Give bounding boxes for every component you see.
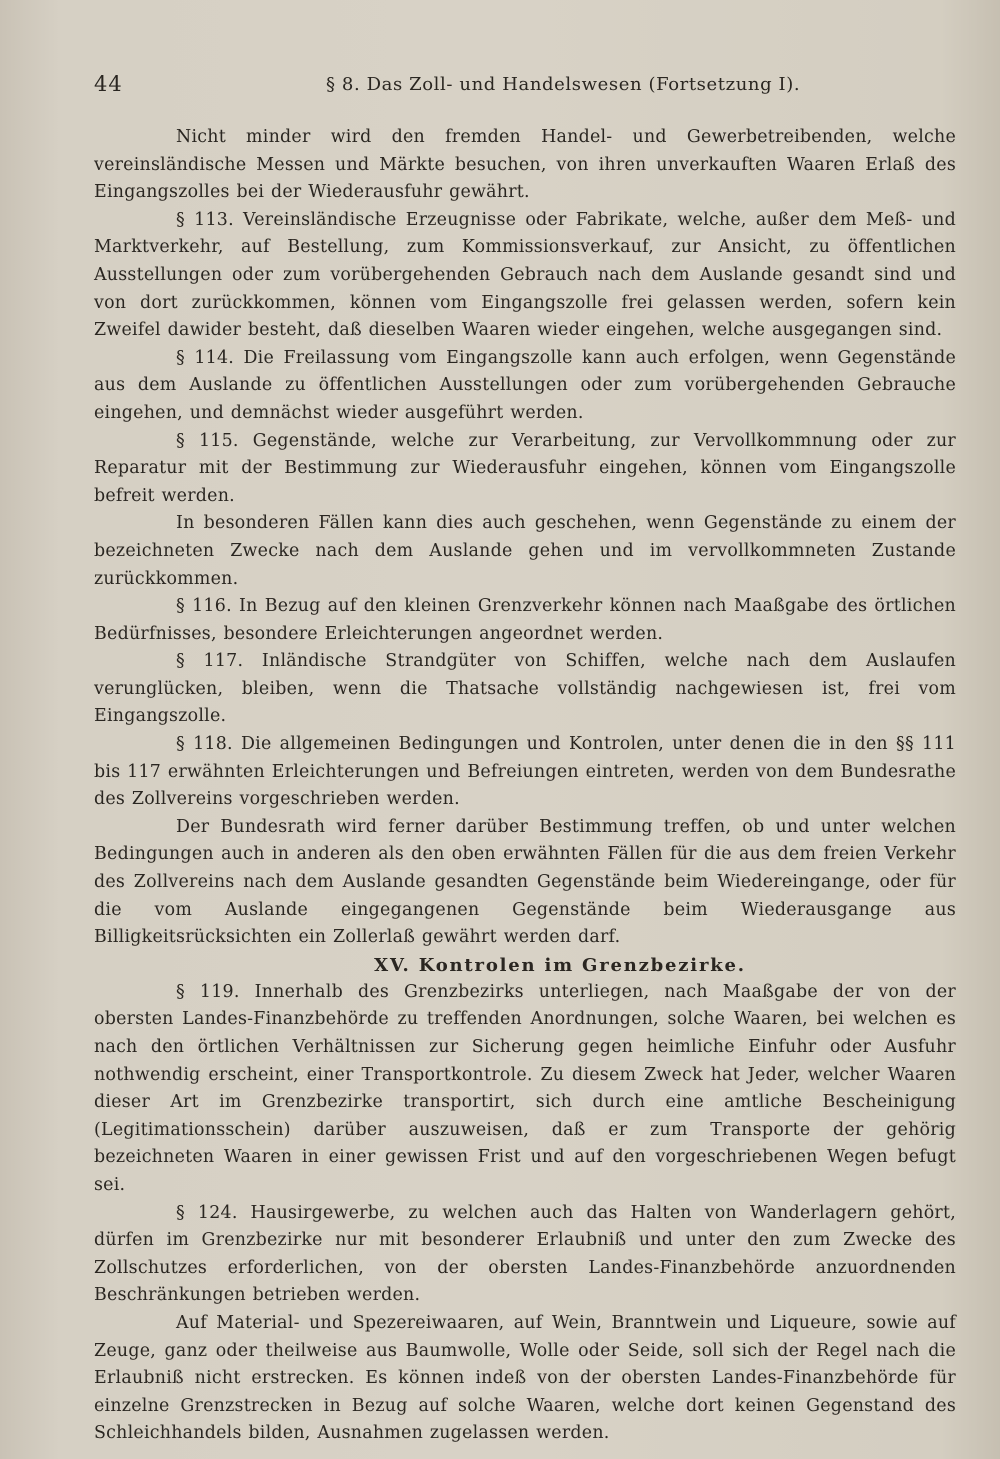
paragraph-section-118-cont: Der Bundesrath wird ferner darüber Bestimmung treffen, ob und unter welchen Bedingungen auch in anderen als den oben erwähnten Fällen für die aus dem freien Verkehr des Zollvereins nach dem Auslande gesandten Gegenstände beim Wiedereingange, oder für die vom Auslande eingegangenen Gegenstände beim Wiederausgange aus Billigkeitsrücksichten ein Zollerlaß gewährt werden darf. (94, 816, 956, 948)
paragraph-section-119: § 119. Innerhalb des Grenzbezirks unterliegen, nach Maaßgabe der von der obersten Landes-Finanzbehörde zu treffenden Anordnungen, solche Waaren, bei welchen es nach den örtlichen Verhältnissen zur Sicherung gegen heimliche Einfuhr oder Ausfuhr nothwendig erscheint, einer Transportkontrole. Zu diesem Zweck hat Jeder, welcher Waaren dieser Art im Grenzbezirke transportirt, sich durch eine amtliche Bescheinigung (Legitimationsschein) darüber auszuweisen, daß er zum Transporte der gehörig bezeichneten Waaren in einer gewissen Frist und auf den vorgeschriebenen Wegen befugt sei. (94, 981, 956, 1195)
paragraph-section-113: § 113. Vereinsländische Erzeugnisse oder Fabrikate, welche, außer dem Meß- und Marktverkehr, auf Bestellung, zum Kommissionsverkauf, zur Ansicht, zu öffentlichen Ausstellungen oder zum vorübergehenden Gebrauch nach dem Auslande gesandt sind und von dort zurückkommen, können vom Eingangszolle frei gelassen werden, sofern kein Zweifel dawider besteht, daß dieselben Waaren wieder eingehen, welche ausgegangen sind. (94, 209, 956, 341)
page-body (94, 124, 956, 1448)
section-heading: XV. Kontrolen im Grenzbezirke. (374, 954, 746, 976)
paragraph-intro: Nicht minder wird den fremden Handel- und Gewerbetreibenden, welche vereinsländische Messen und Märkte besuchen, von ihren unverkauften Waaren Erlaß des Eingangszolles bei der Wiederausfuhr gewährt. (94, 127, 956, 203)
paragraph-section-118: § 118. Die allgemeinen Bedingungen und Kontrolen, unter denen die in den §§ 111 bis 117 erwähnten Erleichterungen und Befreiungen eintreten, werden von dem Bundesrathe des Zollvereins vorgeschrieben werden. (94, 734, 956, 810)
paragraph-section-116: § 116. In Bezug auf den kleinen Grenzverkehr können nach Maaßgabe des örtlichen Bedürfnisses, besondere Erleichterungen angeordnet werden. (94, 596, 956, 644)
paragraph-section-115-cont: In besonderen Fällen kann dies auch geschehen, wenn Gegenstände zu einem der bezeichneten Zwecke nach dem Auslande gehen und im vervollkommneten Zustande zurückkommen. (94, 513, 956, 589)
paragraph-section-124: § 124. Hausirgewerbe, zu welchen auch das Halten von Wanderlagern gehört, dürfen im Grenzbezirke nur mit besonderer Erlaubniß und unter den zum Zwecke des Zollschutzes erforderlichen, von der obersten Landes-Finanzbehörde anzuordnenden Beschränkungen betrieben werden. (94, 1202, 956, 1306)
paragraph-section-114: § 114. Die Freilassung vom Eingangszolle kann auch erfolgen, wenn Gegenstände aus dem Auslande zu öffentlichen Ausstellungen oder zum vorübergehenden Gebrauche eingehen, und demnächst wieder ausgeführt werden. (94, 347, 956, 423)
paragraph-section-124-cont: Auf Material- und Spezereiwaaren, auf Wein, Branntwein und Liqueure, sowie auf Zeuge, ganz oder theilweise aus Baumwolle, Wolle oder Seide, soll sich der Regel nach die Erlaubniß nicht erstrecken. Es können indeß von der obersten Landes-Finanzbehörde für einzelne Grenzstrecken in Bezug auf solche Waaren, welche dort keinen Gegenstand des Schleichhandels bilden, Ausnahmen zugelassen werden. (94, 1312, 956, 1444)
paragraph-section-117: § 117. Inländische Strandgüter von Schiffen, welche nach dem Auslaufen verunglücken, bleiben, wenn die Thatsache vollständig nachgewiesen ist, frei vom Eingangszolle. (94, 651, 956, 727)
page-number: 44 (94, 72, 123, 96)
running-head: § 8. Das Zoll- und Handelswesen (Fortsetzung I). (326, 74, 801, 95)
page-header (94, 72, 954, 106)
paragraph-section-115: § 115. Gegenstände, welche zur Verarbeitung, zur Vervollkommnung oder zur Reparatur mit der Bestimmung zur Wiederausfuhr eingehen, können vom Eingangszolle befreit werden. (94, 430, 956, 506)
